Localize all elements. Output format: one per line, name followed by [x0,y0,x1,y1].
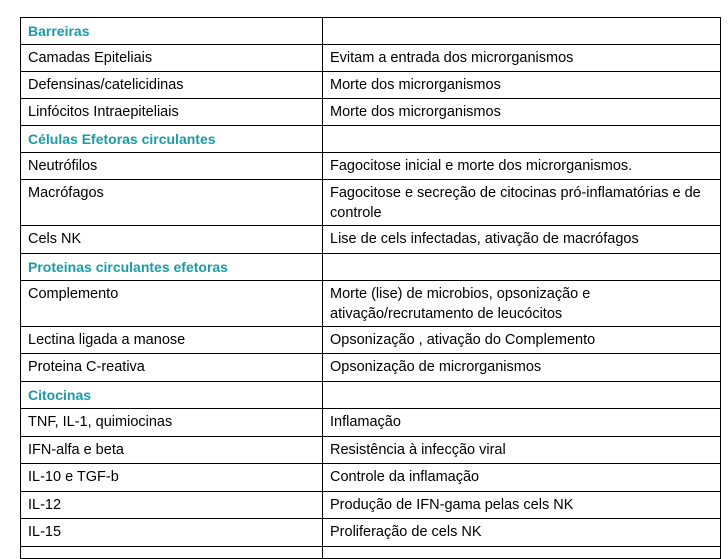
table-cell: Macrófagos [21,180,323,226]
table-row [21,327,721,354]
table-cell [323,382,721,409]
table-cell: Inflamação [323,409,721,437]
table-cell: Camadas Epiteliais [21,45,323,72]
table-cell: IL-15 [21,519,323,547]
table-row [21,409,721,437]
section-row-barreiras [21,18,721,45]
table-row [21,153,721,180]
table-cell: Linfócitos Intraepiteliais [21,99,323,126]
table-row [21,226,721,254]
table-cell: Opsonização de microrganismos [323,354,721,382]
table-cell: Morte (lise) de microbios, opsonização e ativação/recrutamento de leucócitos [323,281,721,327]
section-header: Proteinas circulantes efetoras [21,254,323,281]
table-cell: Fagocitose e secreção de citocinas pró-inflamatórias e de controle [323,180,721,226]
table-cell: Evitam a entrada dos microrganismos [323,45,721,72]
table-cell: Produção de IFN-gama pelas cels NK [323,492,721,519]
table-row [21,180,721,226]
table-cell [323,254,721,281]
table-cell: IL-12 [21,492,323,519]
section-row-celulas-efetoras [21,126,721,153]
section-header: Células Efetoras circulantes [21,126,323,153]
innate-immunity-table [20,17,721,559]
table-row [21,99,721,126]
table-row [21,45,721,72]
table-cell: Cels NK [21,226,323,254]
table-cell: TNF, IL-1, quimiocinas [21,409,323,437]
table-cell: Proliferação de cels NK [323,519,721,547]
table-cell: Opsonização , ativação do Complemento [323,327,721,354]
table-row [21,464,721,492]
table-row [21,354,721,382]
table-cell: IFN-alfa e beta [21,437,323,464]
table-cell: IL-10 e TGF-b [21,464,323,492]
table-cell: Defensinas/catelicidinas [21,72,323,99]
table-cell [323,126,721,153]
section-header: Barreiras [21,18,323,45]
table-cell: Proteina C-reativa [21,354,323,382]
table-cell [21,547,323,559]
section-row-citocinas [21,382,721,409]
table-cell: Neutrófilos [21,153,323,180]
table-cell [323,547,721,559]
table-cell: Morte dos microrganismos [323,72,721,99]
table-row [21,547,721,559]
table-row [21,281,721,327]
section-header: Citocinas [21,382,323,409]
table-row [21,519,721,547]
table-row [21,492,721,519]
table-cell: Complemento [21,281,323,327]
table-cell: Fagocitose inicial e morte dos microrganismos. [323,153,721,180]
table-cell: Lectina ligada a manose [21,327,323,354]
section-row-proteinas [21,254,721,281]
table-row [21,437,721,464]
table-cell: Lise de cels infectadas, ativação de macrófagos [323,226,721,254]
table-row [21,72,721,99]
table-cell [323,18,721,45]
table-cell: Morte dos microrganismos [323,99,721,126]
table-cell: Resistência à infecção viral [323,437,721,464]
table-cell: Controle da inflamação [323,464,721,492]
